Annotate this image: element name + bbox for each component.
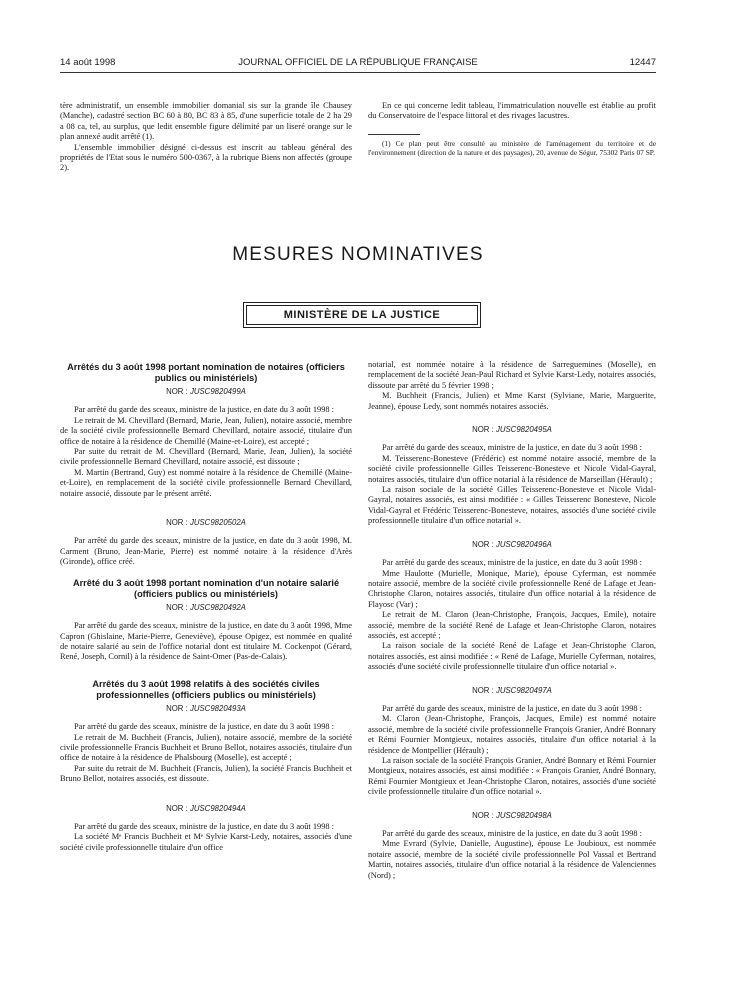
paragraph: Par arrêté du garde des sceaux, ministre de la justice, en date du 3 août 1998, M. Carment (Bruno, Jean-Marie, Pierre) est nommé notaire à la résidence d'Arès (Gironde), office créé. bbox=[60, 536, 352, 567]
paragraph: M. Buchheit (Francis, Julien) et Mme Karst (Sylviane, Marie, Marguerite, Jeanne), épouse Ledy, sont nommés notaires associés. bbox=[368, 391, 656, 411]
right-column bbox=[368, 360, 656, 881]
nor-reference: NOR : JUSC9820502A bbox=[166, 518, 246, 528]
decree-title: Arrêtés du 3 août 1998 portant nomination de notaires (officiers publics ou ministériels) bbox=[67, 362, 345, 383]
paragraph: Par arrêté du garde des sceaux, ministre de la justice, en date du 3 août 1998, Mme Capron (Ghislaine, Marie-Pierre, Geneviève), épouse Opigez, est nommée en qualité de notaire salarié au sein de l'office notarial dont est titulaire M. Cockenpot (Gérard, René, Joseph, Cornil) à la résidence de Saint-Omer (Pas-de-Calais). bbox=[60, 621, 352, 662]
nor-reference: NOR : JUSC9820494A bbox=[166, 803, 246, 813]
paragraph: M. Teisserenc-Bonesteve (Frédéric) est nommé notaire associé, membre de la société civile professionnelle Gilles Teisserenc-Bonesteve et Nicole Vidal-Gayral, notaires associés, titulaire d'un office notarial à la résidence de Marseillan (Hérault) ; bbox=[368, 453, 656, 484]
nor-reference: NOR : JUSC9820498A bbox=[472, 810, 552, 820]
ministry-title: MINISTÈRE DE LA JUSTICE bbox=[246, 305, 478, 325]
paragraph: Par arrêté du garde des sceaux, ministre de la justice, en date du 3 août 1998 : bbox=[382, 703, 643, 713]
nor-reference: NOR : JUSC9820495A bbox=[472, 425, 552, 435]
paragraph: M. Claron (Jean-Christophe, François, Jacques, Emile) est nommé notaire associé, membre de la société civile professionnelle François Granier, André Bonnary et Rémi Fournier Montgieux, notaires associés, titulaire d'un office notarial à la résidence de Montpellier (Hérault) ; bbox=[368, 714, 656, 755]
nor-reference: NOR : JUSC9820493A bbox=[166, 703, 246, 713]
paragraph: Mme Evrard (Sylvie, Danielle, Augustine), épouse Le Joubioux, est nommée notaire associé, membre de la société civile professionnelle Pol Vassal et Bertrand Martin, notaires associés, titulaire d'un office notarial à la résidence de Valenciennes (Nord) ; bbox=[368, 839, 656, 880]
paragraph: Le retrait de M. Claron (Jean-Christophe, François, Jacques, Emile), notaire associé, membre de la société René de Lafage et Jean-Christophe Claron, notaires associés, est accepté ; bbox=[368, 610, 656, 640]
paragraph: Par arrêté du garde des sceaux, ministre de la justice, en date du 3 août 1998 : bbox=[74, 405, 335, 415]
decree-title: Arrêté du 3 août 1998 portant nomination d'un notaire salarié (officiers publics ou ministériels) bbox=[72, 577, 340, 599]
paragraph: La société Mᵉ Francis Buchheit et Mᵉ Sylvie Karst-Ledy, notaires, associés d'une société civile professionnelle titulaire d'un office bbox=[60, 832, 352, 852]
decree-title: Arrêtés du 3 août 1998 relatifs à des sociétés civiles professionnelles (officiers publics ou ministériels) bbox=[92, 678, 320, 700]
nor-reference: NOR : JUSC9820496A bbox=[472, 539, 552, 549]
header-journal-title: JOURNAL OFFICIEL DE LA RÉPUBLIQUE FRANÇAISE bbox=[238, 57, 478, 68]
nor-reference: NOR : JUSC9820499A bbox=[166, 387, 246, 396]
paragraph: tère administratif, un ensemble immobilier domanial sis sur la grande île Chausey (Manche), cadastré section BC 60 à 80, BC 83 à 85, d'une superficie totale de 2 ha 29 a 08 ca, tel, au surplus, que ledit ensemble figure délimité par un liseré orange sur le plan annexé audit arrêté (1). bbox=[60, 101, 352, 142]
paragraph: Par suite du retrait de M. Buchheit (Francis, Julien), la société Francis Buchheit et Bruno Bellot, notaires associés, est dissoute. bbox=[60, 763, 352, 784]
nor-reference: NOR : JUSC9820492A bbox=[166, 602, 246, 612]
paragraph: Par arrêté du garde des sceaux, ministre de la justice, en date du 3 août 1998 : bbox=[74, 722, 335, 732]
paragraph: L'ensemble immobilier désigné ci-dessus est inscrit au tableau général des propriétés de l'Etat sous le numéro 500-0367, à la rubrique Biens non affectés (groupe 2). bbox=[60, 142, 352, 173]
paragraph: M. Martin (Bertrand, Guy) est nommé notaire à la résidence de Chemillé (Maine-et-Loire), en remplacement de la société civile professionnelle Bernard Chevillard, notaire associé, dissoute par le présent arrêté. bbox=[60, 467, 352, 498]
top-right-column bbox=[368, 101, 656, 157]
ministry-box bbox=[243, 302, 481, 328]
paragraph: notarial, est nommée notaire à la résidence de Sarreguemines (Moselle), en remplacement de la société Jean-Paul Richard et Sylvie Karst-Ledy, notaires associés, dissoute par arrêté du 5 février 1998 ; bbox=[368, 360, 656, 390]
paragraph: Le retrait de M. Chevillard (Bernard, Marie, Jean, Julien), notaire associé, membre de la société civile professionnelle Bernard Chevillard, notaire associé, titulaire d'un office de notaire à la résidence de Chemillé (Maine-et-Loire), est accepté ; bbox=[60, 415, 352, 446]
paragraph: Par arrêté du garde des sceaux, ministre de la justice, en date du 3 août 1998 : bbox=[382, 558, 643, 568]
header-page-number: 12447 bbox=[629, 57, 656, 68]
header-rule bbox=[60, 72, 656, 73]
paragraph: En ce qui concerne ledit tableau, l'immatriculation nouvelle est établie au profit du Conservatoire de l'espace littoral et des rivages lacustres. bbox=[368, 101, 656, 121]
paragraph: Le retrait de M. Buchheit (Francis, Julien), notaire associé, membre de la société civile professionnelle Francis Buchheit et Bruno Bellot, notaires associés, titulaire d'un office de notaire à la résidence de Phalsbourg (Moselle), est accepté ; bbox=[60, 732, 352, 763]
top-left-column bbox=[60, 101, 352, 174]
paragraph: La raison sociale de la société Gilles Teisserenc-Bonesteve et Nicole Vidal-Gayral, notaires associés, est ainsi modifiée : « Gilles Teisserenc Bonesteve, Nicole Vidal-Gayral et Frédéric Teisserenc-Bonesteve, notaires, associés d'une société civile professionnelle titulaire d'un office notarial ». bbox=[368, 485, 656, 526]
section-title: MESURES NOMINATIVES bbox=[232, 244, 484, 265]
footnote-rule bbox=[368, 134, 420, 135]
paragraph: Par arrêté du garde des sceaux, ministre de la justice, en date du 3 août 1998 : bbox=[382, 829, 643, 839]
nor-reference: NOR : JUSC9820497A bbox=[472, 685, 552, 695]
paragraph: La raison sociale de la société René de Lafage et Jean-Christophe Claron, notaires associés, est ainsi modifiée : « René de Lafage, Murielle Cyferman, notaires, associés d'une société civile professionnelle titulaire d'un office notarial ». bbox=[368, 641, 656, 672]
left-column bbox=[60, 362, 352, 853]
footnote: (1) Ce plan peut être consulté au ministère de l'aménagement du territoire et de l'environnement (direction de la nature et des paysages), 20, avenue de Ségur, 75302 Paris 07 SP. bbox=[368, 138, 656, 158]
paragraph: Par suite du retrait de M. Chevillard (Bernard, Marie, Jean, Julien), la société civile professionnelle Bernard Chevillard, notaire associé, est dissoute ; bbox=[60, 447, 352, 467]
paragraph: Par arrêté du garde des sceaux, ministre de la justice, en date du 3 août 1998 : bbox=[382, 443, 643, 453]
paragraph: Mme Haulotte (Murielle, Monique, Marie), épouse Cyferman, est nommée notaire associé, membre de la société civile professionnelle René de Lafage et Jean-Christophe Claron, notaires associés, titulaire d'un office notarial à la résidence de Flayosc (Var) ; bbox=[368, 568, 656, 609]
page-header bbox=[60, 57, 656, 71]
paragraph: La raison sociale de la société François Granier, André Bonnary et Rémi Fournier Montgieux, notaires associés, est ainsi modifiée : « François Granier, André Bonnary, Rémi Fournier Montgieux et Jean-Christophe Claron, notaires, associés d'une société civile professionnelle titulaire d'un office notarial ». bbox=[368, 756, 656, 797]
header-date: 14 août 1998 bbox=[60, 57, 116, 68]
paragraph: Par arrêté du garde des sceaux, ministre de la justice, en date du 3 août 1998 : bbox=[74, 821, 335, 831]
